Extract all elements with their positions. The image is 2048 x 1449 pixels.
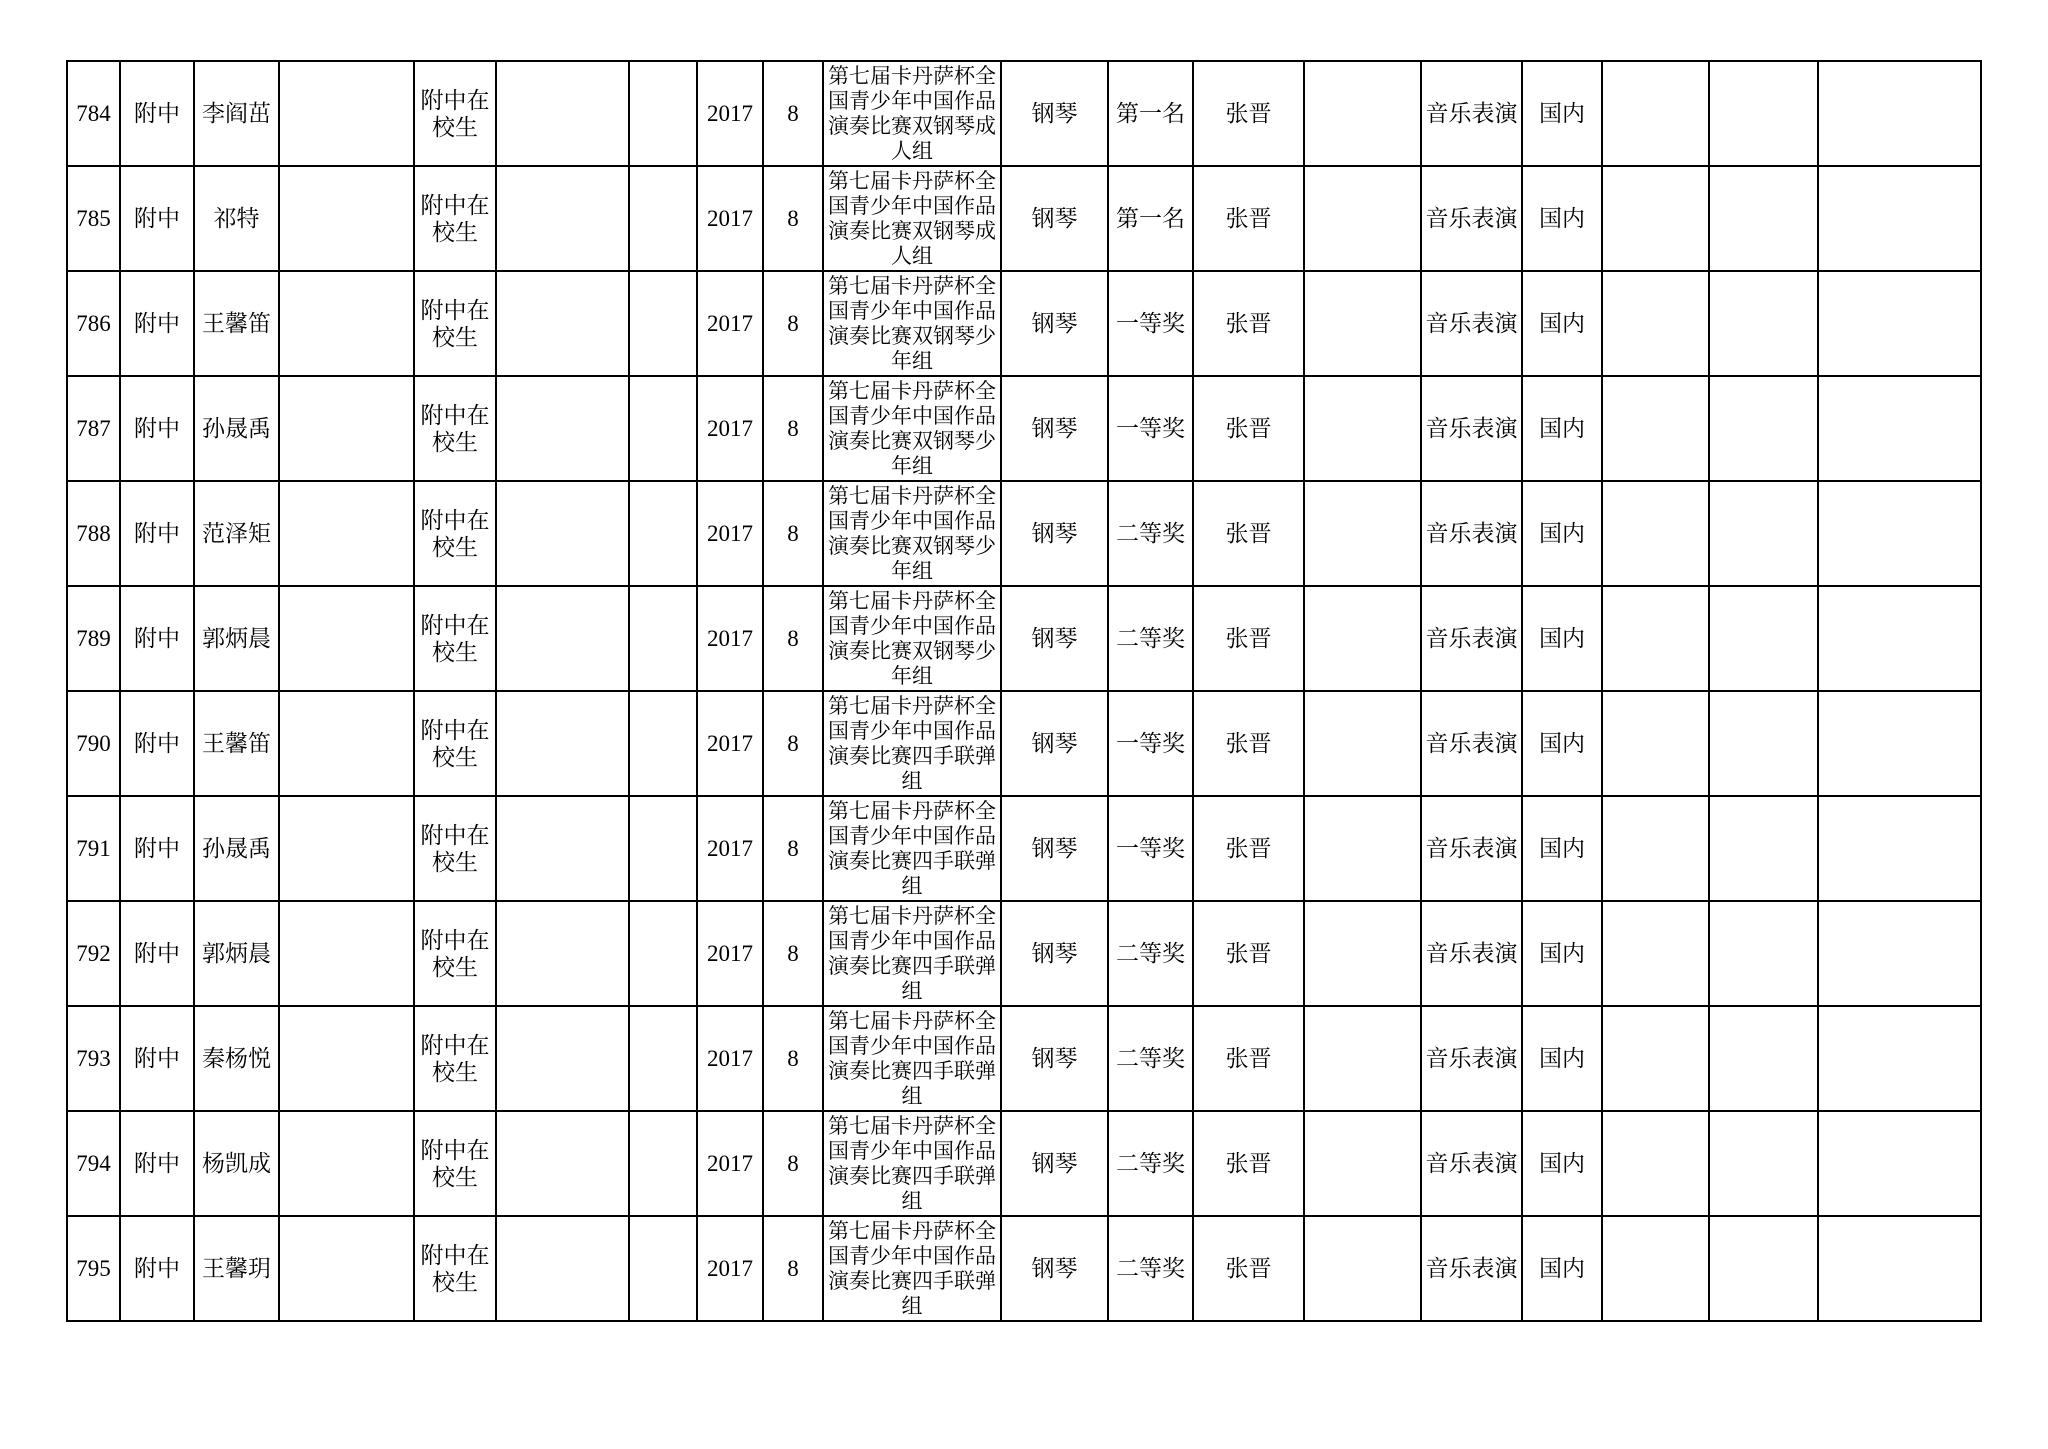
cell-row-number: 786 <box>67 271 120 376</box>
cell-award: 第一名 <box>1108 166 1193 271</box>
cell-empty <box>1818 1006 1981 1111</box>
cell-empty <box>496 586 629 691</box>
cell-empty <box>279 796 414 901</box>
cell-instrument: 钢琴 <box>1001 166 1108 271</box>
cell-row-number: 794 <box>67 1111 120 1216</box>
table-row <box>67 271 1981 376</box>
table-row <box>67 691 1981 796</box>
table-row <box>67 1111 1981 1216</box>
cell-school: 附中 <box>120 166 194 271</box>
table-row <box>67 376 1981 481</box>
cell-award: 二等奖 <box>1108 1216 1193 1321</box>
cell-empty <box>279 481 414 586</box>
cell-empty <box>496 901 629 1006</box>
cell-teacher: 张晋 <box>1193 1216 1304 1321</box>
cell-empty <box>1304 376 1421 481</box>
cell-row-number: 790 <box>67 691 120 796</box>
cell-empty <box>1709 1111 1818 1216</box>
cell-month: 8 <box>763 481 823 586</box>
cell-teacher: 张晋 <box>1193 271 1304 376</box>
cell-instrument: 钢琴 <box>1001 586 1108 691</box>
cell-major: 音乐表演 <box>1421 796 1522 901</box>
cell-award: 一等奖 <box>1108 796 1193 901</box>
cell-scope: 国内 <box>1522 796 1602 901</box>
cell-teacher: 张晋 <box>1193 376 1304 481</box>
cell-empty <box>629 376 697 481</box>
cell-month: 8 <box>763 901 823 1006</box>
table-row <box>67 586 1981 691</box>
cell-empty <box>629 796 697 901</box>
table-row <box>67 1006 1981 1111</box>
cell-month: 8 <box>763 166 823 271</box>
cell-month: 8 <box>763 1216 823 1321</box>
cell-empty <box>1818 796 1981 901</box>
cell-student-status: 附中在校生 <box>414 1111 496 1216</box>
cell-row-number: 784 <box>67 61 120 166</box>
cell-empty <box>1818 376 1981 481</box>
cell-competition-name: 第七届卡丹萨杯全国青少年中国作品演奏比赛四手联弹组 <box>823 901 1001 1006</box>
cell-major: 音乐表演 <box>1421 1006 1522 1111</box>
cell-empty <box>496 691 629 796</box>
cell-empty <box>629 691 697 796</box>
cell-row-number: 785 <box>67 166 120 271</box>
cell-student-status: 附中在校生 <box>414 586 496 691</box>
cell-award: 二等奖 <box>1108 586 1193 691</box>
cell-empty <box>1818 61 1981 166</box>
cell-empty <box>1818 901 1981 1006</box>
cell-student-status: 附中在校生 <box>414 166 496 271</box>
cell-school: 附中 <box>120 61 194 166</box>
cell-empty <box>1602 1111 1709 1216</box>
cell-competition-name: 第七届卡丹萨杯全国青少年中国作品演奏比赛四手联弹组 <box>823 691 1001 796</box>
cell-empty <box>1709 166 1818 271</box>
cell-empty <box>496 166 629 271</box>
cell-school: 附中 <box>120 376 194 481</box>
cell-year: 2017 <box>697 61 763 166</box>
cell-award: 二等奖 <box>1108 1111 1193 1216</box>
cell-student-name: 祁特 <box>194 166 279 271</box>
cell-year: 2017 <box>697 1111 763 1216</box>
cell-year: 2017 <box>697 376 763 481</box>
cell-empty <box>1602 61 1709 166</box>
cell-major: 音乐表演 <box>1421 61 1522 166</box>
cell-empty <box>1602 271 1709 376</box>
cell-empty <box>279 271 414 376</box>
cell-row-number: 795 <box>67 1216 120 1321</box>
cell-empty <box>1709 61 1818 166</box>
cell-scope: 国内 <box>1522 61 1602 166</box>
table-row <box>67 61 1981 166</box>
cell-instrument: 钢琴 <box>1001 1111 1108 1216</box>
cell-empty <box>1602 1006 1709 1111</box>
cell-teacher: 张晋 <box>1193 796 1304 901</box>
cell-empty <box>1709 901 1818 1006</box>
cell-empty <box>496 1111 629 1216</box>
cell-award: 二等奖 <box>1108 901 1193 1006</box>
cell-year: 2017 <box>697 166 763 271</box>
cell-month: 8 <box>763 61 823 166</box>
cell-award: 一等奖 <box>1108 271 1193 376</box>
table-row <box>67 796 1981 901</box>
cell-empty <box>279 61 414 166</box>
cell-competition-name: 第七届卡丹萨杯全国青少年中国作品演奏比赛双钢琴成人组 <box>823 166 1001 271</box>
cell-empty <box>1709 1006 1818 1111</box>
cell-empty <box>1304 691 1421 796</box>
cell-competition-name: 第七届卡丹萨杯全国青少年中国作品演奏比赛双钢琴少年组 <box>823 481 1001 586</box>
cell-empty <box>1818 1111 1981 1216</box>
cell-row-number: 787 <box>67 376 120 481</box>
cell-major: 音乐表演 <box>1421 691 1522 796</box>
cell-empty <box>1818 1216 1981 1321</box>
cell-empty <box>629 1006 697 1111</box>
cell-student-status: 附中在校生 <box>414 61 496 166</box>
cell-empty <box>1304 586 1421 691</box>
cell-empty <box>629 901 697 1006</box>
cell-instrument: 钢琴 <box>1001 61 1108 166</box>
cell-empty <box>279 166 414 271</box>
cell-empty <box>1709 1216 1818 1321</box>
cell-empty <box>1818 271 1981 376</box>
table-row <box>67 481 1981 586</box>
cell-major: 音乐表演 <box>1421 586 1522 691</box>
cell-teacher: 张晋 <box>1193 1006 1304 1111</box>
cell-instrument: 钢琴 <box>1001 376 1108 481</box>
cell-student-status: 附中在校生 <box>414 1006 496 1111</box>
cell-major: 音乐表演 <box>1421 376 1522 481</box>
cell-student-name: 王馨笛 <box>194 271 279 376</box>
cell-empty <box>1304 796 1421 901</box>
cell-school: 附中 <box>120 1216 194 1321</box>
cell-empty <box>1709 586 1818 691</box>
cell-empty <box>629 481 697 586</box>
cell-empty <box>279 586 414 691</box>
cell-empty <box>279 376 414 481</box>
cell-student-name: 秦杨悦 <box>194 1006 279 1111</box>
cell-award: 一等奖 <box>1108 691 1193 796</box>
cell-student-name: 孙晟禹 <box>194 796 279 901</box>
table-row <box>67 1216 1981 1321</box>
cell-month: 8 <box>763 1111 823 1216</box>
cell-empty <box>1602 481 1709 586</box>
cell-year: 2017 <box>697 901 763 1006</box>
cell-empty <box>1602 1216 1709 1321</box>
cell-teacher: 张晋 <box>1193 166 1304 271</box>
cell-major: 音乐表演 <box>1421 1111 1522 1216</box>
cell-student-name: 郭炳晨 <box>194 586 279 691</box>
table-row <box>67 901 1981 1006</box>
cell-row-number: 792 <box>67 901 120 1006</box>
cell-scope: 国内 <box>1522 271 1602 376</box>
cell-instrument: 钢琴 <box>1001 691 1108 796</box>
cell-student-status: 附中在校生 <box>414 901 496 1006</box>
cell-instrument: 钢琴 <box>1001 1006 1108 1111</box>
cell-empty <box>1304 1216 1421 1321</box>
cell-student-name: 郭炳晨 <box>194 901 279 1006</box>
cell-school: 附中 <box>120 1111 194 1216</box>
cell-empty <box>496 1006 629 1111</box>
cell-empty <box>1304 1111 1421 1216</box>
cell-teacher: 张晋 <box>1193 586 1304 691</box>
cell-teacher: 张晋 <box>1193 1111 1304 1216</box>
cell-empty <box>279 1111 414 1216</box>
cell-award: 二等奖 <box>1108 1006 1193 1111</box>
cell-school: 附中 <box>120 481 194 586</box>
cell-major: 音乐表演 <box>1421 481 1522 586</box>
cell-major: 音乐表演 <box>1421 901 1522 1006</box>
cell-empty <box>1709 271 1818 376</box>
cell-student-status: 附中在校生 <box>414 796 496 901</box>
cell-empty <box>1709 796 1818 901</box>
table-row <box>67 166 1981 271</box>
awards-table-body <box>67 61 1981 1321</box>
cell-scope: 国内 <box>1522 481 1602 586</box>
cell-award: 一等奖 <box>1108 376 1193 481</box>
cell-student-name: 孙晟禹 <box>194 376 279 481</box>
cell-empty <box>496 271 629 376</box>
cell-competition-name: 第七届卡丹萨杯全国青少年中国作品演奏比赛四手联弹组 <box>823 1006 1001 1111</box>
awards-table <box>66 60 1982 1322</box>
cell-student-name: 范泽矩 <box>194 481 279 586</box>
cell-instrument: 钢琴 <box>1001 796 1108 901</box>
cell-school: 附中 <box>120 796 194 901</box>
cell-empty <box>1818 586 1981 691</box>
cell-row-number: 788 <box>67 481 120 586</box>
cell-empty <box>496 376 629 481</box>
cell-school: 附中 <box>120 691 194 796</box>
cell-competition-name: 第七届卡丹萨杯全国青少年中国作品演奏比赛四手联弹组 <box>823 1111 1001 1216</box>
cell-student-name: 王馨玥 <box>194 1216 279 1321</box>
cell-year: 2017 <box>697 796 763 901</box>
cell-empty <box>1304 901 1421 1006</box>
cell-student-status: 附中在校生 <box>414 271 496 376</box>
cell-year: 2017 <box>697 481 763 586</box>
cell-month: 8 <box>763 376 823 481</box>
cell-year: 2017 <box>697 691 763 796</box>
cell-empty <box>1602 166 1709 271</box>
cell-teacher: 张晋 <box>1193 691 1304 796</box>
cell-empty <box>496 796 629 901</box>
cell-teacher: 张晋 <box>1193 481 1304 586</box>
cell-month: 8 <box>763 1006 823 1111</box>
cell-empty <box>496 61 629 166</box>
cell-instrument: 钢琴 <box>1001 901 1108 1006</box>
cell-empty <box>629 1111 697 1216</box>
cell-empty <box>279 901 414 1006</box>
cell-scope: 国内 <box>1522 1006 1602 1111</box>
cell-scope: 国内 <box>1522 586 1602 691</box>
cell-empty <box>279 1006 414 1111</box>
cell-empty <box>1818 691 1981 796</box>
cell-empty <box>629 1216 697 1321</box>
cell-empty <box>1602 376 1709 481</box>
cell-scope: 国内 <box>1522 691 1602 796</box>
cell-row-number: 791 <box>67 796 120 901</box>
cell-student-name: 杨凯成 <box>194 1111 279 1216</box>
cell-empty <box>629 61 697 166</box>
cell-empty <box>1602 691 1709 796</box>
cell-year: 2017 <box>697 1006 763 1111</box>
cell-student-name: 王馨笛 <box>194 691 279 796</box>
cell-row-number: 793 <box>67 1006 120 1111</box>
cell-instrument: 钢琴 <box>1001 271 1108 376</box>
cell-student-status: 附中在校生 <box>414 376 496 481</box>
cell-empty <box>1602 796 1709 901</box>
cell-empty <box>1602 586 1709 691</box>
cell-student-status: 附中在校生 <box>414 1216 496 1321</box>
cell-empty <box>629 166 697 271</box>
cell-year: 2017 <box>697 1216 763 1321</box>
cell-empty <box>1709 691 1818 796</box>
cell-student-status: 附中在校生 <box>414 481 496 586</box>
cell-instrument: 钢琴 <box>1001 481 1108 586</box>
cell-award: 二等奖 <box>1108 481 1193 586</box>
cell-school: 附中 <box>120 1006 194 1111</box>
cell-empty <box>1709 376 1818 481</box>
cell-competition-name: 第七届卡丹萨杯全国青少年中国作品演奏比赛双钢琴成人组 <box>823 61 1001 166</box>
cell-competition-name: 第七届卡丹萨杯全国青少年中国作品演奏比赛双钢琴少年组 <box>823 271 1001 376</box>
cell-year: 2017 <box>697 586 763 691</box>
cell-competition-name: 第七届卡丹萨杯全国青少年中国作品演奏比赛双钢琴少年组 <box>823 586 1001 691</box>
cell-empty <box>629 586 697 691</box>
cell-major: 音乐表演 <box>1421 166 1522 271</box>
cell-empty <box>1709 481 1818 586</box>
cell-scope: 国内 <box>1522 376 1602 481</box>
cell-empty <box>1304 271 1421 376</box>
cell-month: 8 <box>763 271 823 376</box>
cell-empty <box>496 1216 629 1321</box>
cell-empty <box>496 481 629 586</box>
cell-scope: 国内 <box>1522 166 1602 271</box>
cell-month: 8 <box>763 796 823 901</box>
cell-month: 8 <box>763 586 823 691</box>
cell-empty <box>1304 1006 1421 1111</box>
cell-empty <box>1304 166 1421 271</box>
cell-empty <box>1818 481 1981 586</box>
cell-year: 2017 <box>697 271 763 376</box>
cell-student-name: 李阎茁 <box>194 61 279 166</box>
cell-empty <box>279 1216 414 1321</box>
cell-school: 附中 <box>120 901 194 1006</box>
cell-teacher: 张晋 <box>1193 901 1304 1006</box>
cell-major: 音乐表演 <box>1421 1216 1522 1321</box>
cell-award: 第一名 <box>1108 61 1193 166</box>
cell-row-number: 789 <box>67 586 120 691</box>
cell-scope: 国内 <box>1522 1111 1602 1216</box>
cell-empty <box>629 271 697 376</box>
cell-competition-name: 第七届卡丹萨杯全国青少年中国作品演奏比赛双钢琴少年组 <box>823 376 1001 481</box>
cell-empty <box>1818 166 1981 271</box>
cell-empty <box>279 691 414 796</box>
cell-school: 附中 <box>120 271 194 376</box>
cell-competition-name: 第七届卡丹萨杯全国青少年中国作品演奏比赛四手联弹组 <box>823 1216 1001 1321</box>
cell-instrument: 钢琴 <box>1001 1216 1108 1321</box>
cell-teacher: 张晋 <box>1193 61 1304 166</box>
cell-scope: 国内 <box>1522 1216 1602 1321</box>
cell-empty <box>1304 481 1421 586</box>
cell-student-status: 附中在校生 <box>414 691 496 796</box>
cell-empty <box>1304 61 1421 166</box>
cell-empty <box>1602 901 1709 1006</box>
cell-major: 音乐表演 <box>1421 271 1522 376</box>
cell-scope: 国内 <box>1522 901 1602 1006</box>
cell-competition-name: 第七届卡丹萨杯全国青少年中国作品演奏比赛四手联弹组 <box>823 796 1001 901</box>
cell-month: 8 <box>763 691 823 796</box>
cell-school: 附中 <box>120 586 194 691</box>
